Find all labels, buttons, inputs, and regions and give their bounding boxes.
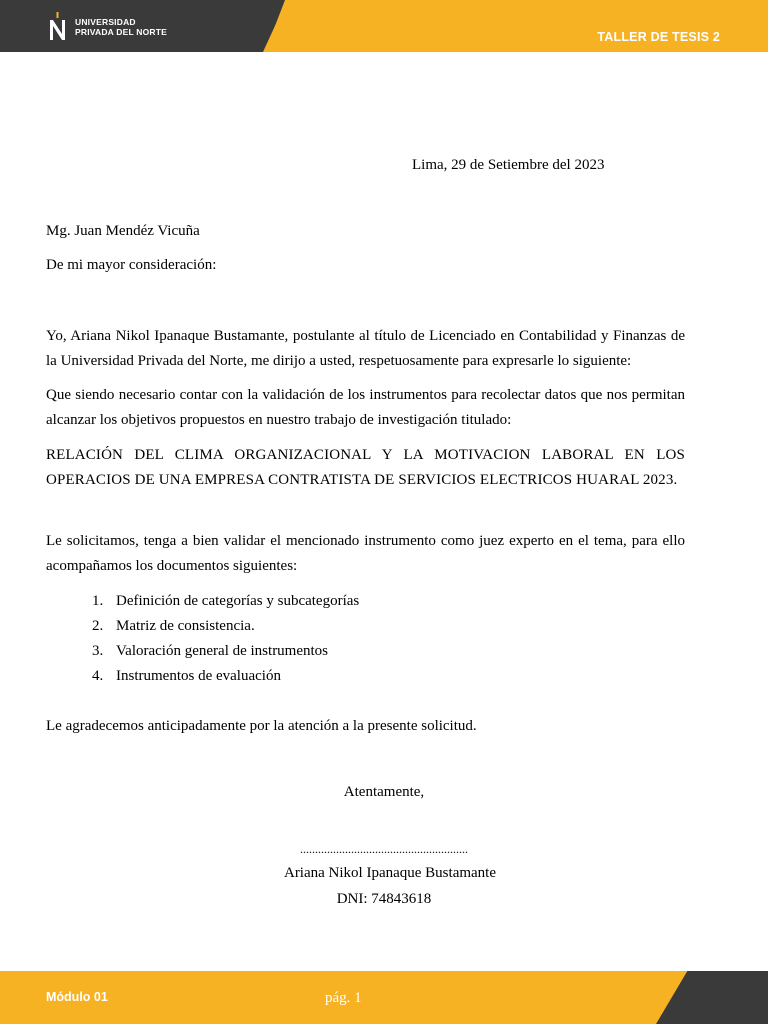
salutation: De mi mayor consideración: bbox=[46, 257, 217, 273]
list-item-number: 2. bbox=[92, 618, 104, 634]
paragraph-intro: Yo, Ariana Nikol Ipanaque Bustamante, postulante al título de Licenciado en Contabilidad y Finanzas de la Universidad Privada del Norte, me dirijo a usted, respetuosamente para expresarle lo siguiente: bbox=[46, 328, 685, 369]
course-title: TALLER DE TESIS 2 bbox=[597, 30, 720, 44]
page-number: pág. 1 bbox=[325, 990, 362, 1006]
page-footer bbox=[0, 971, 768, 1024]
university-logo bbox=[47, 10, 167, 44]
upn-n-logo-icon bbox=[47, 12, 69, 42]
list-item-text: Matriz de consistencia. bbox=[116, 618, 255, 634]
logo-line-1: UNIVERSIDAD bbox=[75, 17, 136, 27]
signer-name: Ariana Nikol Ipanaque Bustamante bbox=[283, 865, 496, 881]
list-item-text: Instrumentos de evaluación bbox=[116, 668, 281, 684]
signature-line: ........................................................ bbox=[300, 842, 468, 856]
logo-line-2: PRIVADA DEL NORTE bbox=[75, 27, 168, 37]
list-item bbox=[92, 589, 359, 614]
list-item bbox=[92, 614, 359, 639]
recipient: Mg. Juan Mendéz Vicuña bbox=[46, 223, 200, 239]
list-item-text: Definición de categorías y subcategorías bbox=[116, 593, 360, 609]
thanks-line: Le agradecemos anticipadamente por la atención a la presente solicitud. bbox=[46, 718, 477, 734]
paragraph-request: Que siendo necesario contar con la validación de los instrumentos para recolectar datos que nos permitan alcanzar los objetivos propuestos en nuestro trabajo de investigación titulado: bbox=[46, 387, 685, 428]
module-label: Módulo 01 bbox=[46, 990, 108, 1004]
list-item-number: 3. bbox=[92, 643, 104, 659]
signer-id: DNI: 74843618 bbox=[336, 891, 432, 907]
list-item-number: 4. bbox=[92, 668, 104, 684]
list-item-number: 1. bbox=[92, 593, 104, 609]
documents-list bbox=[92, 589, 359, 689]
list-item-text: Valoración general de instrumentos bbox=[116, 643, 329, 659]
footer-dark-band bbox=[656, 971, 768, 1024]
list-item bbox=[92, 664, 359, 689]
thesis-title: RELACIÓN DEL CLIMA ORGANIZACIONAL Y LA MOTIVACION LABORAL EN LOS OPERACIOS DE UNA EMPRESA CONTRATISTA DE SERVICIOS ELECTRICOS HUARAL 2023. bbox=[46, 447, 685, 488]
list-item bbox=[92, 639, 359, 664]
paragraph-documents: Le solicitamos, tenga a bien validar el mencionado instrumento como juez experto en el tema, para ello acompañamos los documentos siguientes: bbox=[46, 533, 685, 574]
logo-wordmark bbox=[75, 17, 167, 37]
closing: Atentamente, bbox=[343, 784, 425, 800]
letter-date: Lima, 29 de Setiembre del 2023 bbox=[412, 157, 605, 173]
page-header bbox=[0, 0, 768, 52]
